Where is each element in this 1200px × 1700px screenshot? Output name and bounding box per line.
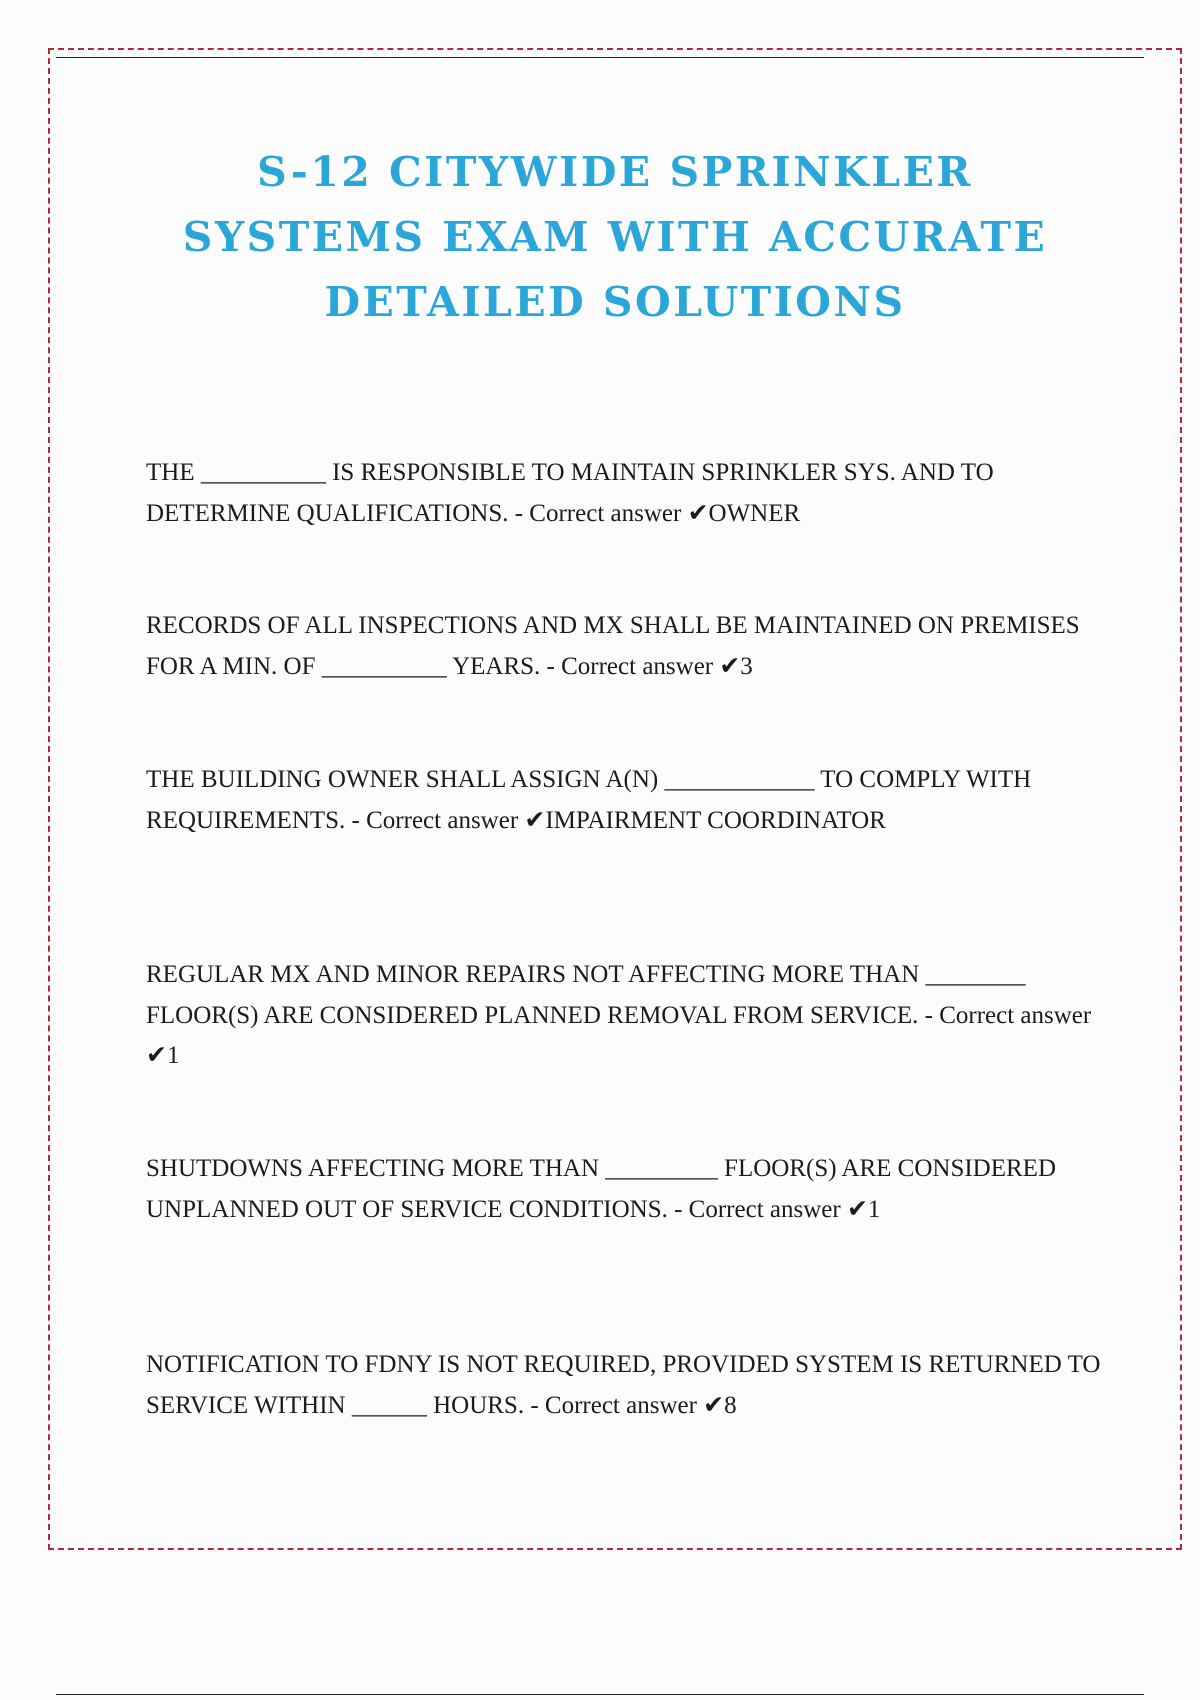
question-2: RECORDS OF ALL INSPECTIONS AND MX SHALL BE MAINTAINED ON PREMISES FOR A MIN. OF __________ YEARS. - Correct answer ✔3 bbox=[146, 612, 1080, 680]
question-5: SHUTDOWNS AFFECTING MORE THAN _________ FLOOR(S) ARE CONSIDERED UNPLANNED OUT OF SERVICE CONDITIONS. - Correct answer ✔1 bbox=[146, 1155, 1057, 1223]
question-1: THE __________ IS RESPONSIBLE TO MAINTAIN SPRINKLER SYS. AND TO DETERMINE QUALIFICATIONS. - Correct answer ✔OWNER bbox=[146, 459, 994, 527]
question-3: THE BUILDING OWNER SHALL ASSIGN A(N) ____________ TO COMPLY WITH REQUIREMENTS. - Correct answer ✔IMPAIRMENT COORDINATOR bbox=[146, 766, 1032, 834]
top-rule bbox=[56, 57, 1144, 58]
question-4: REGULAR MX AND MINOR REPAIRS NOT AFFECTING MORE THAN ________ FLOOR(S) ARE CONSIDERED PLANNED REMOVAL FROM SERVICE. - Correct answer ✔1 bbox=[146, 961, 1092, 1069]
bottom-rule bbox=[56, 1694, 1144, 1695]
document-title: S-12 CITYWIDE SPRINKLER SYSTEMS EXAM WITH ACCURATE DETAILED SOLUTIONS bbox=[182, 148, 1048, 326]
question-6: NOTIFICATION TO FDNY IS NOT REQUIRED, PROVIDED SYSTEM IS RETURNED TO SERVICE WITHIN ______ HOURS. - Correct answer ✔8 bbox=[146, 1351, 1101, 1419]
